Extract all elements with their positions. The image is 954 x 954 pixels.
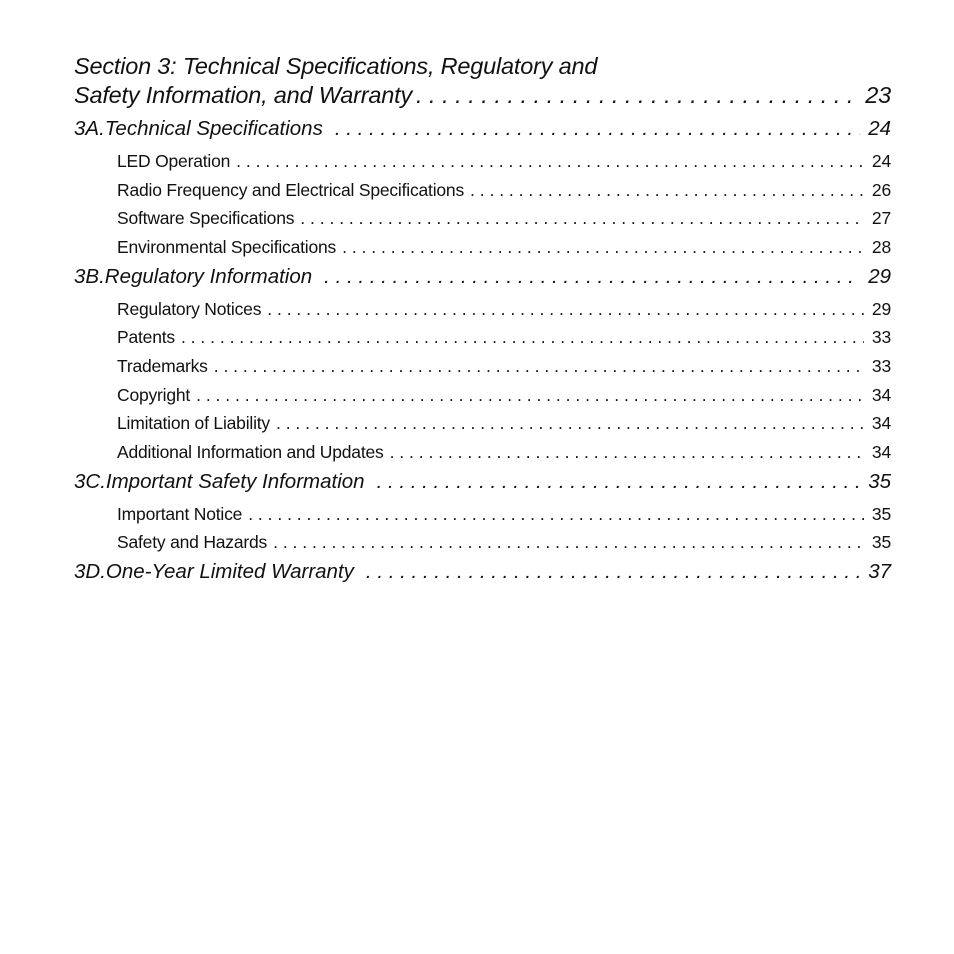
toc-entry[interactable] bbox=[117, 413, 891, 434]
toc-entry[interactable] bbox=[117, 442, 891, 463]
dot-leader bbox=[335, 116, 860, 141]
dot-leader bbox=[181, 327, 864, 348]
toc-entry-page: 26 bbox=[871, 179, 891, 200]
toc-entry[interactable] bbox=[117, 237, 891, 258]
toc-entry-title: LED Operation bbox=[117, 151, 231, 171]
toc-entry-page: 28 bbox=[871, 236, 891, 257]
toc-entry[interactable] bbox=[117, 299, 891, 320]
toc-entry-title: Safety and Hazards bbox=[117, 532, 268, 553]
toc-entry-title: Environmental Specifications bbox=[117, 236, 337, 257]
chapter-title: Technical Specifications bbox=[104, 117, 323, 140]
section-heading bbox=[74, 52, 891, 110]
chapter-page-number: 29 bbox=[868, 264, 891, 288]
section-title-line2: Safety Information, and Warranty bbox=[74, 82, 412, 108]
toc-entry[interactable] bbox=[117, 180, 891, 201]
toc-entry-title: Software Specifications bbox=[117, 208, 295, 229]
dot-leader bbox=[236, 151, 864, 172]
dot-leader bbox=[276, 413, 864, 434]
chapter-title: Important Safety Information bbox=[105, 469, 365, 493]
toc-entry-page: 24 bbox=[871, 151, 891, 171]
toc-entry[interactable] bbox=[117, 504, 891, 525]
toc-entry[interactable] bbox=[117, 532, 891, 553]
chapter-page-number: 37 bbox=[868, 560, 891, 584]
chapter-page-number: 24 bbox=[868, 117, 891, 140]
toc-entry-page: 34 bbox=[871, 384, 891, 405]
toc-entry[interactable] bbox=[117, 151, 891, 172]
dot-leader bbox=[248, 504, 864, 525]
chapter-title: Regulatory Information bbox=[104, 264, 313, 288]
dot-leader bbox=[273, 532, 864, 553]
toc-entry-title: Regulatory Notices bbox=[117, 298, 262, 319]
dot-leader bbox=[300, 208, 864, 229]
dot-leader bbox=[342, 237, 864, 258]
toc-entry-title: Important Notice bbox=[117, 503, 243, 524]
toc-entry-page: 33 bbox=[871, 327, 891, 348]
toc-entry[interactable] bbox=[117, 385, 891, 406]
dot-leader bbox=[214, 356, 864, 377]
chapter-number: 3D. bbox=[74, 560, 106, 584]
chapter-3d[interactable] bbox=[74, 559, 891, 584]
toc-entry-page: 27 bbox=[871, 208, 891, 229]
toc-entry-page: 35 bbox=[871, 503, 891, 524]
dot-leader bbox=[416, 81, 857, 110]
toc-entry[interactable] bbox=[117, 208, 891, 229]
toc-entry[interactable] bbox=[117, 327, 891, 348]
dot-leader bbox=[267, 299, 864, 320]
dot-leader bbox=[470, 180, 864, 201]
section-title-line1: Section 3: Technical Specifications, Regulatory and bbox=[74, 53, 598, 79]
chapter-page-number: 35 bbox=[868, 469, 891, 493]
dot-leader bbox=[377, 469, 861, 494]
toc-entry-page: 33 bbox=[871, 355, 891, 376]
chapter-3c[interactable] bbox=[74, 469, 891, 494]
toc-entry-page: 35 bbox=[871, 532, 891, 553]
chapter-number: 3C. bbox=[74, 469, 106, 493]
toc-entry-title: Patents bbox=[117, 327, 175, 348]
chapter-number: 3B. bbox=[74, 264, 105, 288]
toc-entry-title: Additional Information and Updates bbox=[117, 441, 384, 462]
toc-entry-page: 34 bbox=[871, 413, 891, 434]
section-title-row[interactable] bbox=[74, 81, 891, 110]
section-page-number: 23 bbox=[865, 82, 891, 108]
toc-entry-title: Trademarks bbox=[117, 355, 208, 376]
chapter-title: One-Year Limited Warranty bbox=[105, 560, 354, 584]
toc-entry-title: Limitation of Liability bbox=[117, 413, 270, 434]
toc-entry-title: Radio Frequency and Electrical Specifications bbox=[117, 179, 465, 200]
dot-leader bbox=[324, 264, 860, 289]
toc-entry-title: Copyright bbox=[117, 384, 191, 405]
chapter-3b[interactable] bbox=[74, 264, 891, 289]
chapter-3a[interactable] bbox=[74, 116, 891, 141]
toc-entry-page: 29 bbox=[871, 298, 891, 319]
toc-entry[interactable] bbox=[117, 356, 891, 377]
dot-leader bbox=[366, 559, 860, 584]
dot-leader bbox=[390, 442, 864, 463]
chapter-number: 3A. bbox=[74, 117, 105, 140]
toc-entry-page: 34 bbox=[871, 441, 891, 462]
dot-leader bbox=[196, 385, 864, 406]
table-of-contents bbox=[74, 52, 891, 584]
